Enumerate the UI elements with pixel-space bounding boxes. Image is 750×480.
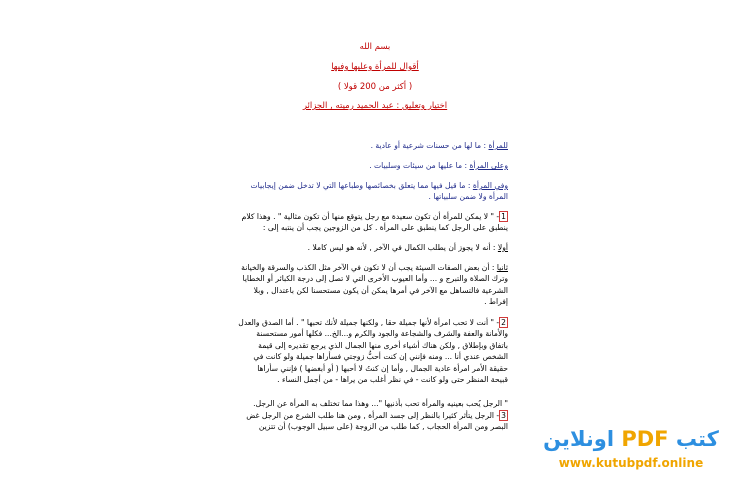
document-title: أقوال للمرأة وعليها وفيها [331,62,419,72]
paragraph-second-point [238,262,508,308]
quote-count: ( أكثر من 200 قولا ) [337,82,413,92]
paragraph-text: " الرجل يُحب بعينيه والمرأة تحب بأذنيها "... وهذا مما تختلف به المرأة عن الرجل. [253,399,508,408]
paragraph-first-point [238,242,508,253]
intro-against [238,160,508,171]
watermark-logo [536,427,726,451]
basmala: بسم الله [359,42,391,52]
watermark-word-books: كتب [675,427,719,451]
item-number: 3 [501,411,506,420]
watermark-word-online: اونلاين [543,427,615,451]
paragraph-text: : أنه لا يجوز أن يطلب الكمال في الآخر , لأنه هو ليس كاملا . [307,243,498,252]
paragraph-text: - " لا يمكن للمرأة أن تكون سعيدة مع رجل يتوقع منها أن تكون مثالية " . وهذا كلام ينطبق على الرجل كما ينطبق على المرأة . كل من الزوجين يجب أن ينتبه إلى : [241,212,508,233]
paragraph-text: - " أنت لا تحب امرأة لأنها جميلة حقا , ولكنها جميلة لأنك تحبها " . أما الصدق والعدل والأمانة والعفة والشرف والشجاعة والجود والكرم و...الخ... فكلها أمور مستحسنة باتفاق وبإطلاق , ولكن هناك أشياء أخرى منها الجمال الذي يرجع تقديره إلى قيمة الشخص عندي أنا ... ومنه فإنني إن كنت أحبُّ زوجتي فسأراها جميلة ولو كانت في حقيقة الأمر امرأة عادية الجمال , وأما إن كنتُ لا أحبها ( أو أبغضها ) فإنني سأراها قبيحة المنظر حتى ولو كانت - في نظر أغلب من يراها - من أجمل النساء . [238,318,508,385]
intro-about-text: : ما قيل فيها مما يتعلق بخصائصها وطباعها التي لا تدخل ضمن إيجابيات المرأة ولا ضمن سلبياتها . [250,181,508,202]
item-number: 1 [501,212,506,221]
intro-for-text: : ما لها من حسنات شرعية أو عادية . [370,141,489,150]
paragraph-1 [238,211,508,234]
watermark-url: www.kutubpdf.online [558,456,704,470]
item-number: 2 [501,318,506,327]
watermark-pdf: PDF [621,427,669,451]
paragraph-2 [238,317,508,385]
point-label: أولا [497,243,508,252]
author-line: اختيار وتعليق : عبد الحميد رميته , الجزائر [302,101,448,111]
intro-against-label: وعلى المرأة [469,161,508,170]
paragraph-3 [238,410,508,433]
point-label: ثانيا [496,263,508,272]
intro-about [238,180,508,203]
paragraph-text: - الرجل يتأثر كثيرا بالنظر إلى جسد المرأة , ومن هنا طلب الشرع من الرجل غض البصر ومن المرأة الحجاب , كما طلب من الزوجة (على سبيل الوجوب) أن تتزين [246,411,508,432]
paragraph-text: : أن بعض الصفات السيئة يجب أن لا تكون في الآخر مثل الكذب والسرقة والخيانة وترك الصلاة والتبرج و ... وأما العيوب الأخرى التي لا تصل إلى درجة الكبائر أو الخطايا الشرعية فالتساهل مع الآخر في أمرها يمكن أن يكون مستحسنا لكن باعتدال , وبلا إفراط . [241,263,508,307]
intro-for [238,140,508,151]
intro-for-label: للمرأة [488,141,508,150]
intro-about-label: وفي المرأة [472,181,508,190]
paragraph-quote [238,398,508,409]
intro-against-text: : ما عليها من سيئات وسلبيات . [369,161,470,170]
